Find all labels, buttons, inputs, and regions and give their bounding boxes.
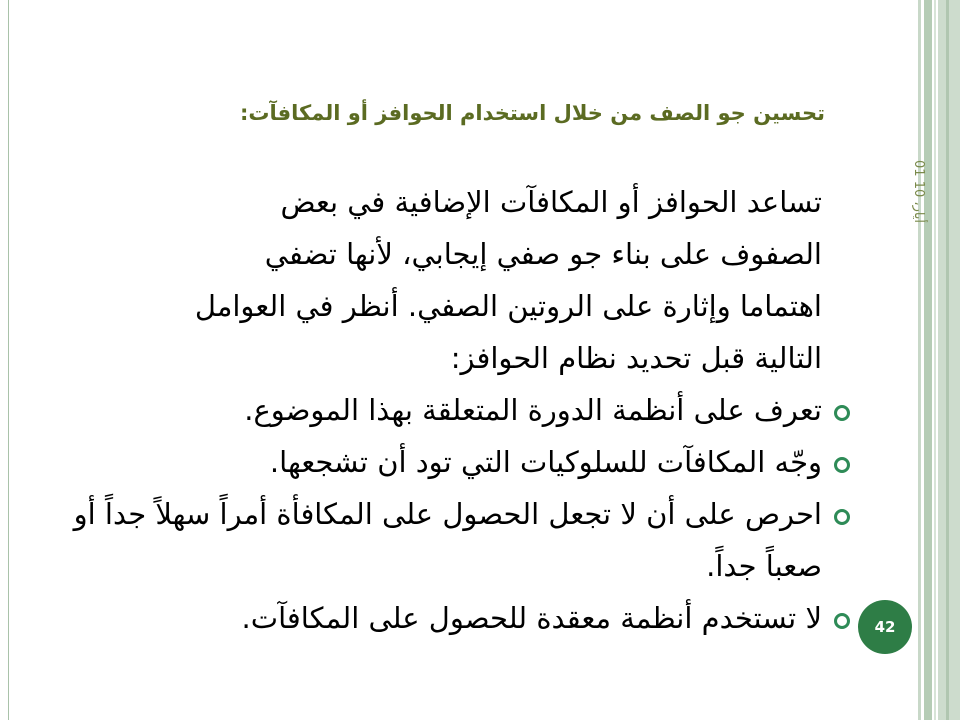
list-item bbox=[62, 436, 822, 488]
page-number-badge: 42 bbox=[858, 600, 912, 654]
bullet-text: وجّه المكافآت للسلوكيات التي تود أن تشجعها. bbox=[269, 445, 822, 479]
circle-bullet-icon bbox=[834, 613, 850, 629]
list-item bbox=[62, 384, 822, 436]
bullet-text: لا تستخدم أنظمة معقدة للحصول على المكافآت. bbox=[241, 601, 822, 635]
slide-body bbox=[62, 176, 822, 644]
paragraph-line: تساعد الحوافز أو المكافآت الإضافية في بعض bbox=[280, 185, 822, 219]
bullet-list bbox=[62, 384, 822, 644]
slide-date: 01 أيار، 10 bbox=[911, 160, 926, 224]
circle-bullet-icon bbox=[834, 405, 850, 421]
paragraph-line: اهتماما وإثارة على الروتين الصفي. أنظر في العوامل bbox=[194, 289, 822, 323]
right-decorative-stripe bbox=[938, 0, 960, 720]
right-decorative-stripe bbox=[934, 0, 936, 720]
left-border-line bbox=[8, 0, 9, 720]
intro-paragraph bbox=[62, 176, 822, 384]
bullet-text: تعرف على أنظمة الدورة المتعلقة بهذا الموضوع. bbox=[244, 393, 822, 427]
bullet-text: احرص على أن لا تجعل الحصول على المكافأة أمراً سهلاً جداً أو صعباً جداً. bbox=[73, 497, 822, 583]
right-decorative-stripe bbox=[918, 0, 921, 720]
slide-title: تحسين جو الصف من خلال استخدام الحوافز أو المكافآت: bbox=[240, 101, 825, 125]
paragraph-line: الصفوف على بناء جو صفي إيجابي، لأنها تضفي bbox=[264, 237, 822, 271]
list-item bbox=[62, 592, 822, 644]
paragraph-line: التالية قبل تحديد نظام الحوافز: bbox=[450, 341, 822, 375]
right-decorative-stripe bbox=[946, 0, 949, 720]
list-item bbox=[62, 488, 822, 592]
right-decorative-stripe bbox=[924, 0, 932, 720]
circle-bullet-icon bbox=[834, 509, 850, 525]
circle-bullet-icon bbox=[834, 457, 850, 473]
